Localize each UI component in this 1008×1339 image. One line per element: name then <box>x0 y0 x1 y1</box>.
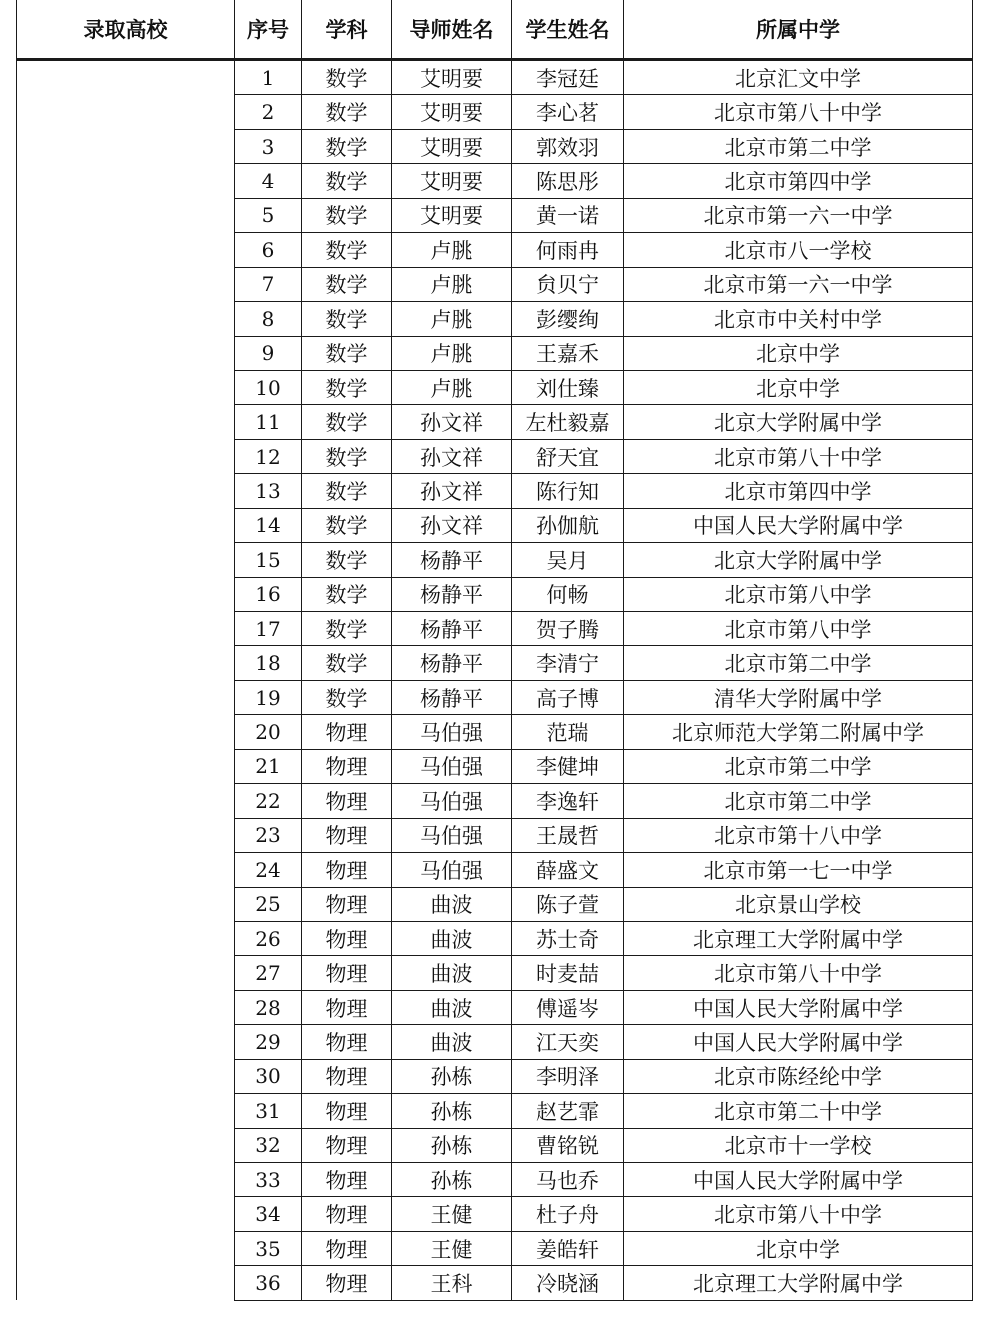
tutor-name-cell: 孙栋 <box>392 1059 512 1093</box>
middle-school-cell: 北京市八一学校 <box>624 233 973 267</box>
middle-school-cell: 北京市中关村中学 <box>624 302 973 336</box>
subject-cell: 数学 <box>302 129 392 163</box>
subject-cell: 物理 <box>302 1163 392 1197</box>
student-name-cell: 杜子舟 <box>512 1197 624 1231</box>
seq-cell: 19 <box>235 680 302 714</box>
student-name-cell: 傅遥岑 <box>512 990 624 1024</box>
subject-cell: 物理 <box>302 1197 392 1231</box>
subject-cell: 数学 <box>302 198 392 232</box>
student-name-cell: 高子博 <box>512 680 624 714</box>
tutor-name-cell: 卢朓 <box>392 302 512 336</box>
seq-cell: 24 <box>235 853 302 887</box>
subject-cell: 数学 <box>302 267 392 301</box>
subject-cell: 数学 <box>302 439 392 473</box>
student-name-cell: 李健坤 <box>512 749 624 783</box>
tutor-name-cell: 王健 <box>392 1197 512 1231</box>
subject-cell: 数学 <box>302 336 392 370</box>
subject-cell: 物理 <box>302 715 392 749</box>
header-seq: 序号 <box>235 0 302 60</box>
tutor-name-cell: 孙文祥 <box>392 474 512 508</box>
tutor-name-cell: 曲波 <box>392 887 512 921</box>
tutor-name-cell: 艾明要 <box>392 95 512 129</box>
subject-cell: 数学 <box>302 612 392 646</box>
admission-roster-sheet <box>16 0 972 1301</box>
middle-school-cell: 北京市十一学校 <box>624 1128 973 1162</box>
seq-cell: 21 <box>235 749 302 783</box>
middle-school-cell: 北京市第八十中学 <box>624 956 973 990</box>
tutor-name-cell: 王科 <box>392 1266 512 1300</box>
seq-cell: 4 <box>235 164 302 198</box>
tutor-name-cell: 卢朓 <box>392 233 512 267</box>
seq-cell: 18 <box>235 646 302 680</box>
student-name-cell: 陈思彤 <box>512 164 624 198</box>
table-row <box>17 60 973 95</box>
student-name-cell: 时麦喆 <box>512 956 624 990</box>
tutor-name-cell: 卢朓 <box>392 267 512 301</box>
header-tutor-name: 导师姓名 <box>392 0 512 60</box>
header-student-name: 学生姓名 <box>512 0 624 60</box>
tutor-name-cell: 艾明要 <box>392 164 512 198</box>
seq-cell: 27 <box>235 956 302 990</box>
student-name-cell: 贠贝宁 <box>512 267 624 301</box>
middle-school-cell: 北京理工大学附属中学 <box>624 1266 973 1300</box>
seq-cell: 9 <box>235 336 302 370</box>
tutor-name-cell: 马伯强 <box>392 818 512 852</box>
seq-cell: 20 <box>235 715 302 749</box>
student-name-cell: 李清宁 <box>512 646 624 680</box>
middle-school-cell: 北京市第一六一中学 <box>624 198 973 232</box>
student-name-cell: 彭缨绚 <box>512 302 624 336</box>
tutor-name-cell: 艾明要 <box>392 198 512 232</box>
seq-cell: 25 <box>235 887 302 921</box>
student-name-cell: 何畅 <box>512 577 624 611</box>
student-name-cell: 曹铭锐 <box>512 1128 624 1162</box>
tutor-name-cell: 孙栋 <box>392 1128 512 1162</box>
subject-cell: 物理 <box>302 853 392 887</box>
tutor-name-cell: 杨静平 <box>392 680 512 714</box>
middle-school-cell: 北京市第一七一中学 <box>624 853 973 887</box>
tutor-name-cell: 马伯强 <box>392 784 512 818</box>
middle-school-cell: 北京中学 <box>624 336 973 370</box>
seq-cell: 30 <box>235 1059 302 1093</box>
middle-school-cell: 北京大学附属中学 <box>624 543 973 577</box>
student-name-cell: 冷晓涵 <box>512 1266 624 1300</box>
middle-school-cell: 北京市第一六一中学 <box>624 267 973 301</box>
subject-cell: 物理 <box>302 956 392 990</box>
student-name-cell: 范瑞 <box>512 715 624 749</box>
tutor-name-cell: 卢朓 <box>392 336 512 370</box>
seq-cell: 28 <box>235 990 302 1024</box>
middle-school-cell: 北京市第八中学 <box>624 577 973 611</box>
seq-cell: 2 <box>235 95 302 129</box>
tutor-name-cell: 艾明要 <box>392 60 512 95</box>
middle-school-cell: 中国人民大学附属中学 <box>624 990 973 1024</box>
middle-school-cell: 北京市第八十中学 <box>624 1197 973 1231</box>
student-name-cell: 薛盛文 <box>512 853 624 887</box>
subject-cell: 物理 <box>302 749 392 783</box>
subject-cell: 数学 <box>302 164 392 198</box>
seq-cell: 16 <box>235 577 302 611</box>
middle-school-cell: 北京市第八中学 <box>624 612 973 646</box>
tutor-name-cell: 曲波 <box>392 921 512 955</box>
seq-cell: 15 <box>235 543 302 577</box>
admission-roster-table <box>16 0 973 1301</box>
seq-cell: 5 <box>235 198 302 232</box>
student-name-cell: 李明泽 <box>512 1059 624 1093</box>
subject-cell: 数学 <box>302 405 392 439</box>
middle-school-cell: 北京市陈经纶中学 <box>624 1059 973 1093</box>
tutor-name-cell: 孙栋 <box>392 1094 512 1128</box>
student-name-cell: 江天奕 <box>512 1025 624 1059</box>
student-name-cell: 王晟哲 <box>512 818 624 852</box>
subject-cell: 物理 <box>302 818 392 852</box>
middle-school-cell: 北京市第八十中学 <box>624 439 973 473</box>
middle-school-cell: 北京市第二中学 <box>624 749 973 783</box>
subject-cell: 数学 <box>302 474 392 508</box>
subject-cell: 物理 <box>302 1266 392 1300</box>
subject-cell: 数学 <box>302 680 392 714</box>
seq-cell: 22 <box>235 784 302 818</box>
middle-school-cell: 北京汇文中学 <box>624 60 973 95</box>
student-name-cell: 李心茗 <box>512 95 624 129</box>
seq-cell: 32 <box>235 1128 302 1162</box>
student-name-cell: 黄一诺 <box>512 198 624 232</box>
seq-cell: 23 <box>235 818 302 852</box>
header-middle-school: 所属中学 <box>624 0 973 60</box>
tutor-name-cell: 马伯强 <box>392 853 512 887</box>
middle-school-cell: 清华大学附属中学 <box>624 680 973 714</box>
seq-cell: 13 <box>235 474 302 508</box>
middle-school-cell: 北京市第二中学 <box>624 129 973 163</box>
header-row <box>17 0 973 60</box>
table-header <box>17 0 973 60</box>
seq-cell: 10 <box>235 370 302 404</box>
student-name-cell: 郭效羽 <box>512 129 624 163</box>
middle-school-cell: 中国人民大学附属中学 <box>624 1025 973 1059</box>
seq-cell: 1 <box>235 60 302 95</box>
subject-cell: 数学 <box>302 302 392 336</box>
middle-school-cell: 北京师范大学第二附属中学 <box>624 715 973 749</box>
tutor-name-cell: 孙文祥 <box>392 405 512 439</box>
subject-cell: 数学 <box>302 543 392 577</box>
subject-cell: 数学 <box>302 95 392 129</box>
tutor-name-cell: 曲波 <box>392 1025 512 1059</box>
student-name-cell: 吴月 <box>512 543 624 577</box>
subject-cell: 数学 <box>302 508 392 542</box>
seq-cell: 26 <box>235 921 302 955</box>
student-name-cell: 李冠廷 <box>512 60 624 95</box>
seq-cell: 8 <box>235 302 302 336</box>
subject-cell: 数学 <box>302 646 392 680</box>
student-name-cell: 陈子萱 <box>512 887 624 921</box>
student-name-cell: 王嘉禾 <box>512 336 624 370</box>
seq-cell: 35 <box>235 1231 302 1265</box>
student-name-cell: 舒天宜 <box>512 439 624 473</box>
middle-school-cell: 北京中学 <box>624 1231 973 1265</box>
tutor-name-cell: 卢朓 <box>392 370 512 404</box>
seq-cell: 36 <box>235 1266 302 1300</box>
tutor-name-cell: 曲波 <box>392 990 512 1024</box>
tutor-name-cell: 曲波 <box>392 956 512 990</box>
middle-school-cell: 北京市第二十中学 <box>624 1094 973 1128</box>
student-name-cell: 李逸轩 <box>512 784 624 818</box>
subject-cell: 物理 <box>302 1025 392 1059</box>
tutor-name-cell: 马伯强 <box>392 749 512 783</box>
tutor-name-cell: 马伯强 <box>392 715 512 749</box>
middle-school-cell: 北京市第十八中学 <box>624 818 973 852</box>
subject-cell: 物理 <box>302 784 392 818</box>
seq-cell: 34 <box>235 1197 302 1231</box>
seq-cell: 7 <box>235 267 302 301</box>
tutor-name-cell: 艾明要 <box>392 129 512 163</box>
middle-school-cell: 中国人民大学附属中学 <box>624 508 973 542</box>
seq-cell: 3 <box>235 129 302 163</box>
subject-cell: 数学 <box>302 60 392 95</box>
student-name-cell: 左杜毅嘉 <box>512 405 624 439</box>
seq-cell: 11 <box>235 405 302 439</box>
middle-school-cell: 北京市第二中学 <box>624 784 973 818</box>
middle-school-cell: 北京理工大学附属中学 <box>624 921 973 955</box>
subject-cell: 物理 <box>302 1059 392 1093</box>
student-name-cell: 赵艺霏 <box>512 1094 624 1128</box>
tutor-name-cell: 孙文祥 <box>392 508 512 542</box>
subject-cell: 物理 <box>302 990 392 1024</box>
subject-cell: 数学 <box>302 233 392 267</box>
middle-school-cell: 中国人民大学附属中学 <box>624 1163 973 1197</box>
seq-cell: 29 <box>235 1025 302 1059</box>
middle-school-cell: 北京市第八十中学 <box>624 95 973 129</box>
subject-cell: 数学 <box>302 370 392 404</box>
subject-cell: 物理 <box>302 1094 392 1128</box>
middle-school-cell: 北京中学 <box>624 370 973 404</box>
middle-school-cell: 北京景山学校 <box>624 887 973 921</box>
student-name-cell: 陈行知 <box>512 474 624 508</box>
subject-cell: 物理 <box>302 921 392 955</box>
student-name-cell: 刘仕臻 <box>512 370 624 404</box>
student-name-cell: 孙伽航 <box>512 508 624 542</box>
subject-cell: 物理 <box>302 1128 392 1162</box>
middle-school-cell: 北京市第二中学 <box>624 646 973 680</box>
subject-cell: 数学 <box>302 577 392 611</box>
header-subject: 学科 <box>302 0 392 60</box>
tutor-name-cell: 杨静平 <box>392 577 512 611</box>
seq-cell: 14 <box>235 508 302 542</box>
subject-cell: 物理 <box>302 887 392 921</box>
tutor-name-cell: 孙栋 <box>392 1163 512 1197</box>
admitted-school-cell <box>17 60 235 1301</box>
tutor-name-cell: 孙文祥 <box>392 439 512 473</box>
seq-cell: 31 <box>235 1094 302 1128</box>
seq-cell: 6 <box>235 233 302 267</box>
tutor-name-cell: 杨静平 <box>392 543 512 577</box>
middle-school-cell: 北京大学附属中学 <box>624 405 973 439</box>
student-name-cell: 马也乔 <box>512 1163 624 1197</box>
tutor-name-cell: 王健 <box>392 1231 512 1265</box>
seq-cell: 33 <box>235 1163 302 1197</box>
middle-school-cell: 北京市第四中学 <box>624 474 973 508</box>
subject-cell: 物理 <box>302 1231 392 1265</box>
tutor-name-cell: 杨静平 <box>392 646 512 680</box>
seq-cell: 17 <box>235 612 302 646</box>
student-name-cell: 贺子腾 <box>512 612 624 646</box>
tutor-name-cell: 杨静平 <box>392 612 512 646</box>
seq-cell: 12 <box>235 439 302 473</box>
header-admitted-school: 录取高校 <box>17 0 235 60</box>
middle-school-cell: 北京市第四中学 <box>624 164 973 198</box>
student-name-cell: 姜皓轩 <box>512 1231 624 1265</box>
student-name-cell: 何雨冉 <box>512 233 624 267</box>
table-body <box>17 60 973 1301</box>
student-name-cell: 苏士奇 <box>512 921 624 955</box>
